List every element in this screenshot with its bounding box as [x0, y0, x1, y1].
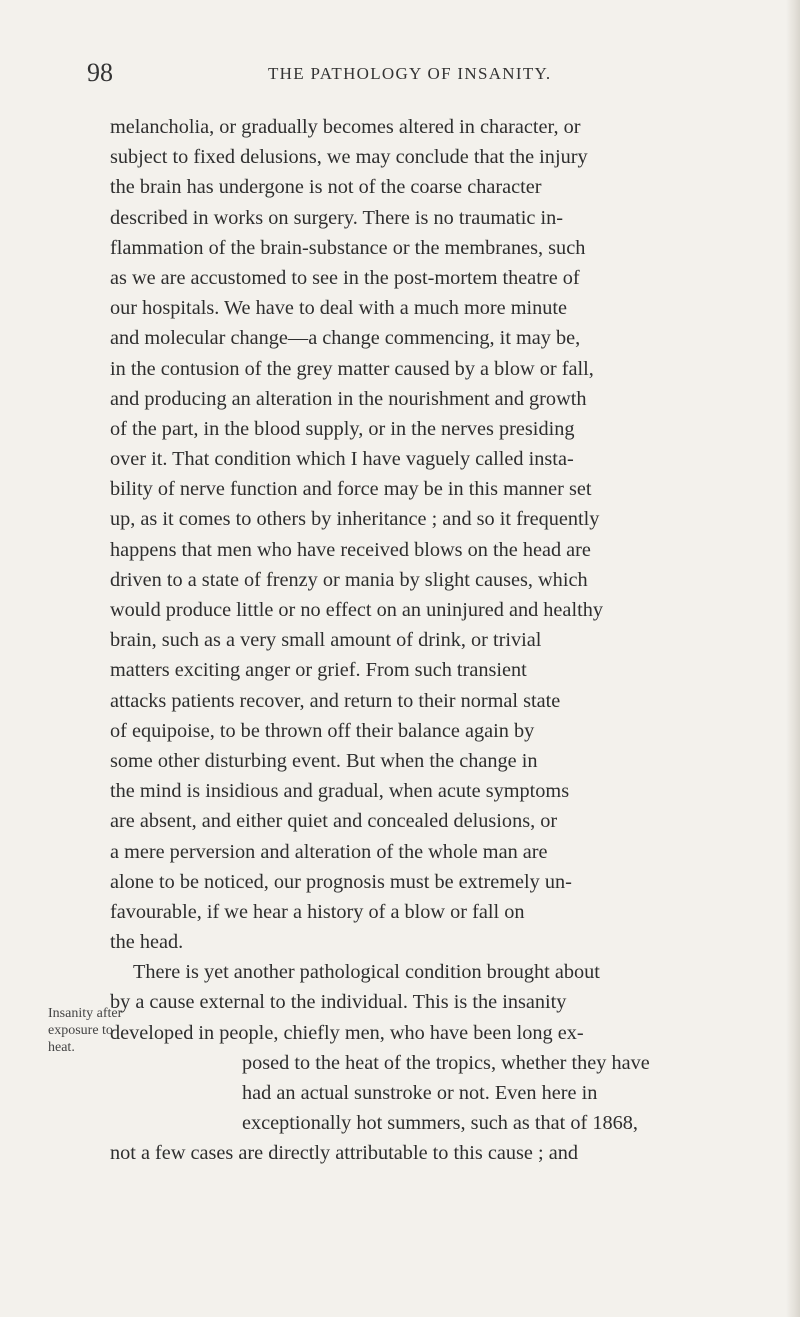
text-line: are absent, and either quiet and concealed delusions, or — [110, 810, 558, 833]
text-line: our hospitals. We have to deal with a much more minute — [110, 297, 568, 320]
text-line: the mind is insidious and gradual, when acute symptoms — [110, 780, 570, 803]
text-line: as we are accustomed to see in the post-mortem theatre of — [110, 266, 580, 289]
text-line: exceptionally hot summers, such as that of 1868, — [242, 1112, 638, 1135]
text-line: some other disturbing event. But when the change in — [110, 749, 538, 772]
text-line: brain, such as a very small amount of drink, or trivial — [110, 629, 542, 652]
text-line: had an actual sunstroke or not. Even here in — [242, 1082, 598, 1104]
text-line: bility of nerve function and force may be in this manner set — [110, 478, 592, 501]
text-line: melancholia, or gradually becomes altered in character, or — [110, 116, 581, 138]
text-line: up, as it comes to others by inheritance ; and so it frequently — [110, 508, 600, 531]
page-header — [0, 58, 800, 88]
paragraph-start-line: There is yet another pathological condition brought about — [133, 961, 600, 984]
text-line: attacks patients recover, and return to their normal state — [110, 689, 561, 712]
text-line: the head. — [110, 931, 184, 954]
text-line: the brain has undergone is not of the coarse character — [110, 176, 542, 199]
text-line: and producing an alteration in the nourishment and growth — [110, 387, 587, 410]
sidenote-line: heat. — [48, 1040, 75, 1055]
text-line: favourable, if we hear a history of a blow or fall on — [110, 900, 525, 923]
body-text — [110, 112, 796, 1169]
sidenote-line: Insanity after — [48, 1006, 123, 1021]
text-line: developed in people, chiefly men, who have been long ex- — [110, 1021, 584, 1044]
text-line: and molecular change—a change commencing, it may be, — [110, 327, 581, 350]
text-line: matters exciting anger or grief. From such transient — [110, 659, 527, 682]
text-line: alone to be noticed, our prognosis must be extremely un- — [110, 870, 572, 893]
text-line: by a cause external to the individual. This is the insanity — [110, 991, 567, 1014]
page-number: 98 — [87, 58, 113, 87]
text-line: described in works on surgery. There is no traumatic in- — [110, 206, 564, 229]
text-line: driven to a state of frenzy or mania by slight causes, which — [110, 568, 588, 591]
text-line: a mere perversion and alteration of the whole man are — [110, 840, 548, 863]
text-line: posed to the heat of the tropics, whether they have — [242, 1051, 650, 1074]
sidenote-line: exposure to — [48, 1023, 113, 1038]
text-line: of equipoise, to be thrown off their balance again by — [110, 719, 535, 742]
text-line: over it. That condition which I have vaguely called insta- — [110, 448, 574, 471]
text-line: of the part, in the blood supply, or in the nerves presiding — [110, 417, 575, 440]
text-line: subject to fixed delusions, we may conclude that the injury — [110, 146, 588, 169]
text-line: happens that men who have received blows on the head are — [110, 538, 591, 561]
text-line: not a few cases are directly attributable to this cause ; and — [110, 1142, 578, 1165]
text-line: flammation of the brain-substance or the membranes, such — [110, 236, 586, 259]
running-head: THE PATHOLOGY OF INSANITY. — [268, 64, 552, 83]
text-line: would produce little or no effect on an uninjured and healthy — [110, 599, 603, 621]
text-line: in the contusion of the grey matter caused by a blow or fall, — [110, 357, 594, 380]
margin-sidenote — [48, 1005, 158, 1056]
